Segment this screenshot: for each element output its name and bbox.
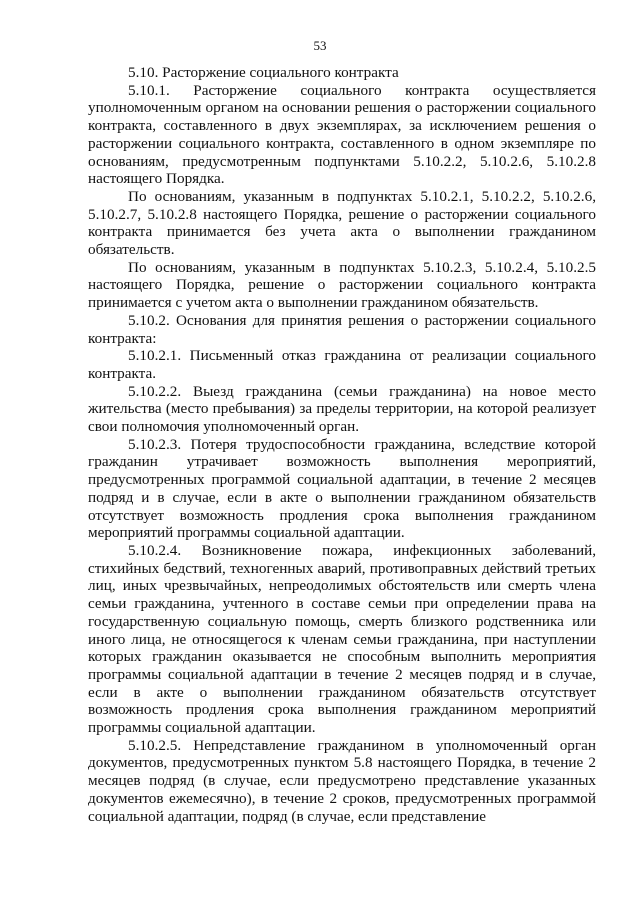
paragraph-5-10-2-3: 5.10.2.3. Потеря трудоспособности гражданина, вследствие которой гражданин утрачивает возможность выполнения мероприятий, предусмотренных программой социальной адаптации, в течение 2 месяцев подряд и в случае, если в акте о выполнении гражданином обязательств отсутствует возможность продления срока выполнения гражданином мероприятий программы социальной адаптации. bbox=[88, 435, 596, 542]
document-body bbox=[88, 64, 596, 825]
paragraph-5-10-2-1: 5.10.2.1. Письменный отказ гражданина от реализации социального контракта. bbox=[88, 347, 596, 382]
paragraph-5-10-2-2: 5.10.2.2. Выезд гражданина (семьи гражданина) на новое место жительства (место пребывания) за пределы территории, на которой реализует свои полномочия уполномоченный орган. bbox=[88, 382, 596, 436]
paragraph-grounds-with-act: По основаниям, указанным в подпунктах 5.10.2.3, 5.10.2.4, 5.10.2.5 настоящего Порядка, решение о расторжении социального контракта принимается с учетом акта о выполнении гражданином обязательств. bbox=[88, 258, 596, 312]
paragraph-grounds-without-act: По основаниям, указанным в подпунктах 5.10.2.1, 5.10.2.2, 5.10.2.6, 5.10.2.7, 5.10.2.8 настоящего Порядка, решение о расторжении социального контракта принимается без учета акта о выполнении гражданином обязательств. bbox=[88, 187, 596, 259]
paragraph-5-10-1: 5.10.1. Расторжение социального контракта осуществляется уполномоченным органом на основании решения о расторжении социального контракта, составленного в двух экземплярах, за исключением решения о расторжении социального контракта, составленного в одном экземпляре по основаниям, предусмотренным подпунктами 5.10.2.2, 5.10.2.6, 5.10.2.8 настоящего Порядка. bbox=[88, 81, 596, 188]
page-number: 53 bbox=[313, 38, 327, 53]
paragraph-5-10-2-5: 5.10.2.5. Непредставление гражданином в уполномоченный орган документов, предусмотренных пунктом 5.8 настоящего Порядка, в течение 2 месяцев подряд (в случае, если предусмотрено представление указанных документов ежемесячно), в течение 2 сроков, предусмотренных программой социальной адаптации, подряд (в случае, если представление bbox=[88, 736, 596, 825]
paragraph-5-10-2-4: 5.10.2.4. Возникновение пожара, инфекционных заболеваний, стихийных бедствий, техногенных аварий, противоправных действий третьих лиц, иных чрезвычайных, непреодолимых обстоятельств или смерть члена семьи гражданина, учтенного в составе семьи при определении права на государственную социальную помощь, смерть близкого родственника или иного лица, не относящегося к членам семьи гражданина, при наступлении которых гражданин оказывается не способным выполнить мероприятия программы социальной адаптации в течение 2 месяцев подряд и в случае, если в акте о выполнении гражданином обязательств отсутствует возможность продления срока выполнения гражданином мероприятий программы социальной адаптации. bbox=[88, 541, 596, 737]
paragraph-5-10-2: 5.10.2. Основания для принятия решения о расторжении социального контракта: bbox=[88, 311, 596, 347]
section-heading: 5.10. Расторжение социального контракта bbox=[128, 64, 399, 81]
